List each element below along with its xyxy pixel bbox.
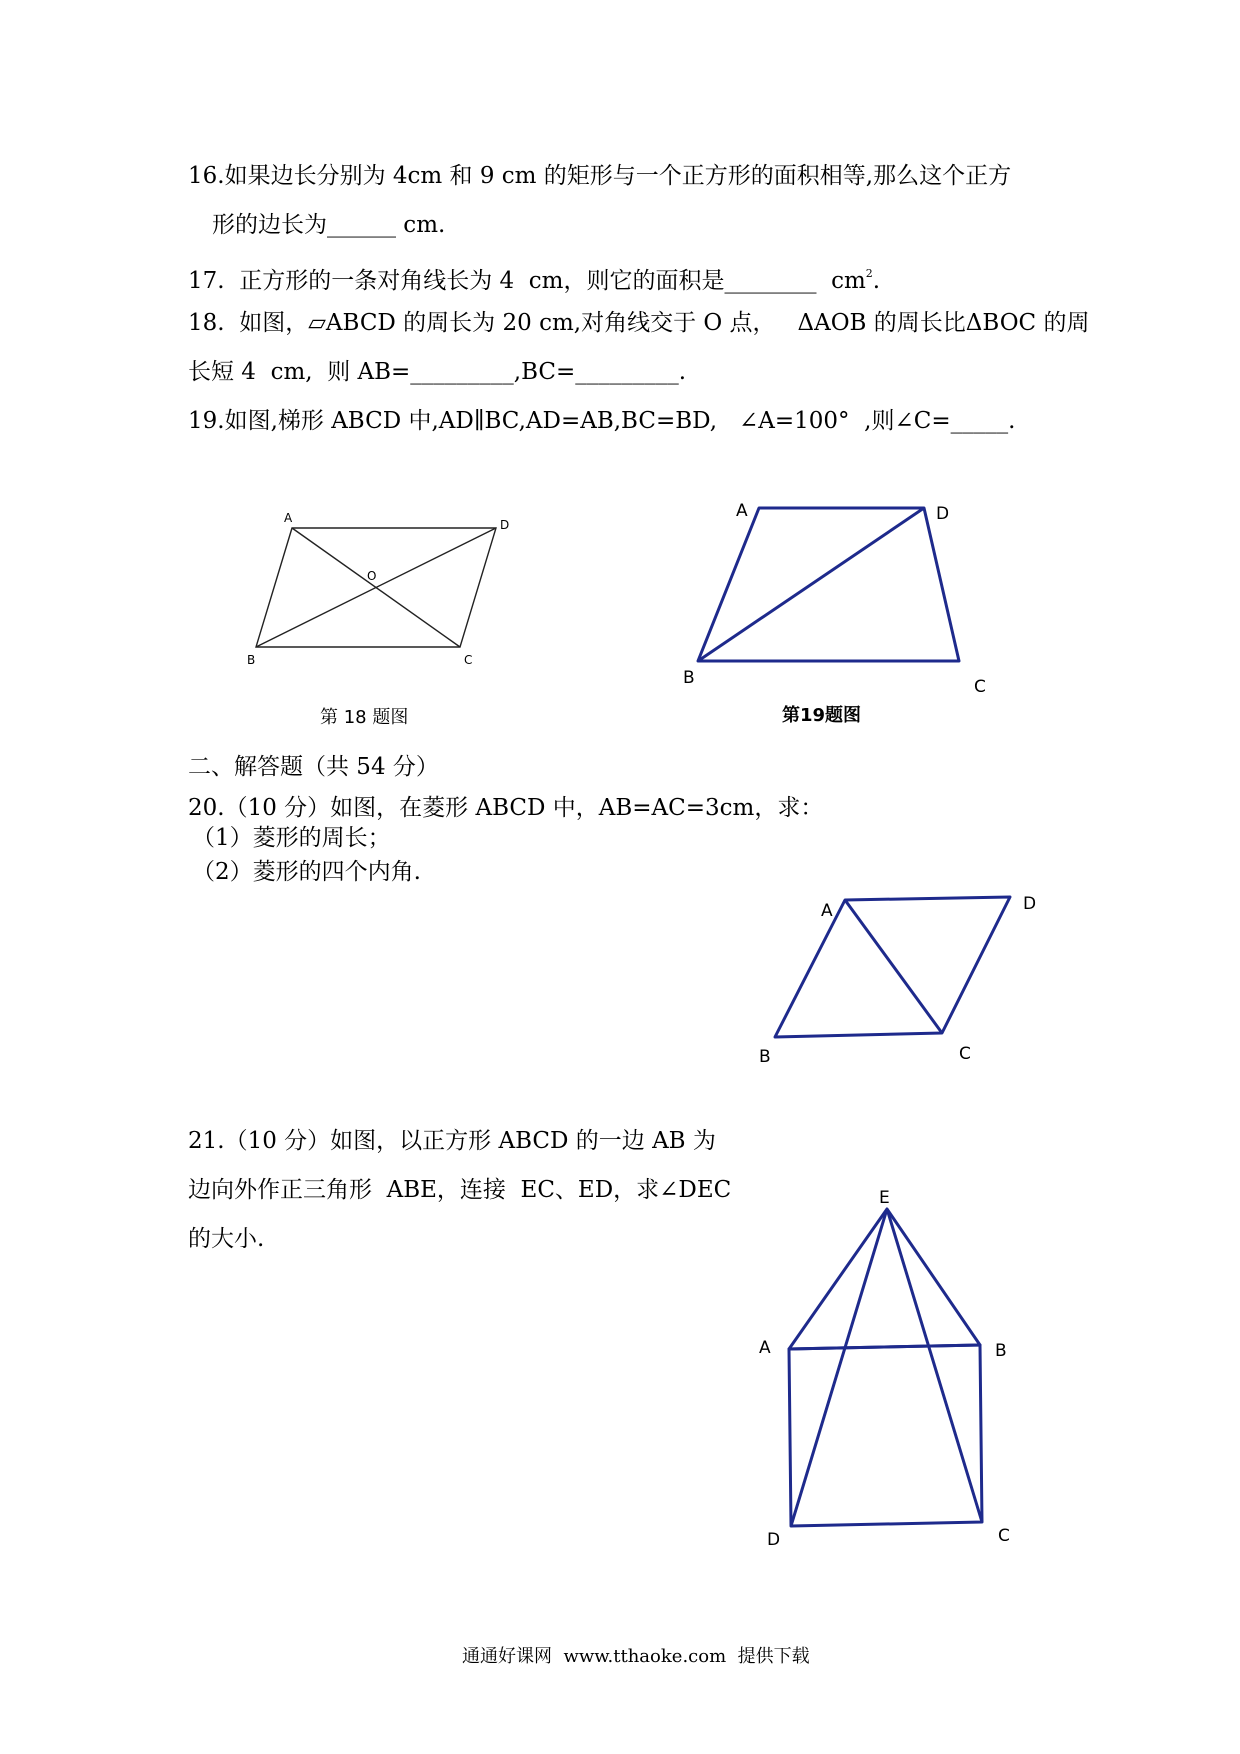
fig19-caption: 第19题图 xyxy=(782,705,862,726)
figure-18 xyxy=(256,528,496,647)
q17-text: 17. 正方形的一条对角线长为 4 cm，则它的面积是________ cm xyxy=(188,268,866,294)
q20-line2: （1）菱形的周长； xyxy=(192,825,391,851)
q17-end: . xyxy=(872,268,881,294)
q18-line1: 18. 如图，▱ABCD 的周长为 20 cm,对角线交于 O 点， ΔAOB 的周长比ΔBOC 的周 xyxy=(188,310,1090,336)
fig19-label-a: A xyxy=(736,501,748,521)
fig21-label-d: D xyxy=(767,1530,781,1550)
fig20-label-a: A xyxy=(821,901,833,921)
fig20-label-b: B xyxy=(759,1047,771,1067)
fig21-label-e: E xyxy=(879,1188,890,1208)
fig19-label-c: C xyxy=(974,677,986,697)
q20-line3: （2）菱形的四个内角. xyxy=(192,859,421,885)
fig18-label-o: O xyxy=(367,569,377,583)
q16-line2: 形的边长为______ cm. xyxy=(212,212,446,238)
fig21-line-ed xyxy=(791,1209,887,1526)
q16-line1: 16.如果边长分别为 4cm 和 9 cm 的矩形与一个正方形的面积相等,那么这个正方 xyxy=(188,163,1012,189)
fig21-label-c: C xyxy=(998,1526,1010,1546)
fig21-label-b: B xyxy=(995,1341,1007,1361)
footer: 通通好课网 www.tthaoke.com 提供下载 xyxy=(462,1646,810,1667)
fig19-diagonal-bd xyxy=(698,508,924,661)
fig18-caption: 第 18 题图 xyxy=(320,707,409,728)
fig18-label-d: D xyxy=(500,518,510,532)
fig21-line-ec xyxy=(887,1209,982,1522)
fig21-triangle xyxy=(789,1209,980,1349)
q19-line: 19.如图,梯形 ABCD 中,AD∥BC,AD=AB,BC=BD, ∠A=100° ,则∠C=_____. xyxy=(188,408,1016,434)
q21-line2: 边向外作正三角形 ABE，连接 EC、ED，求∠DEC xyxy=(188,1177,732,1203)
fig18-diagonal-bd xyxy=(256,528,496,647)
fig20-label-d: D xyxy=(1023,894,1037,914)
fig18-label-a: A xyxy=(284,511,293,525)
q18-line2: 长短 4 cm, 则 AB=_________,BC=_________. xyxy=(188,359,687,385)
figure-20 xyxy=(775,897,1010,1037)
fig19-trapezoid xyxy=(698,508,959,661)
q17-superscript: 2 xyxy=(865,267,873,280)
fig21-label-a: A xyxy=(759,1338,771,1358)
fig19-label-b: B xyxy=(683,668,695,688)
fig20-diagonal-ac xyxy=(845,900,942,1033)
fig20-label-c: C xyxy=(959,1044,971,1064)
fig18-label-b: B xyxy=(247,653,256,667)
q21-line1: 21.（10 分）如图，以正方形 ABCD 的一边 AB 为 xyxy=(188,1128,716,1154)
fig19-label-d: D xyxy=(936,504,950,524)
section2-heading: 二、解答题（共 54 分） xyxy=(188,754,439,780)
figure-19 xyxy=(698,508,959,661)
fig18-label-c: C xyxy=(464,653,473,667)
q20-line1: 20.（10 分）如图，在菱形 ABCD 中，AB=AC=3cm，求： xyxy=(188,795,824,821)
q21-line3: 的大小. xyxy=(188,1226,265,1252)
figure-21 xyxy=(789,1209,982,1526)
